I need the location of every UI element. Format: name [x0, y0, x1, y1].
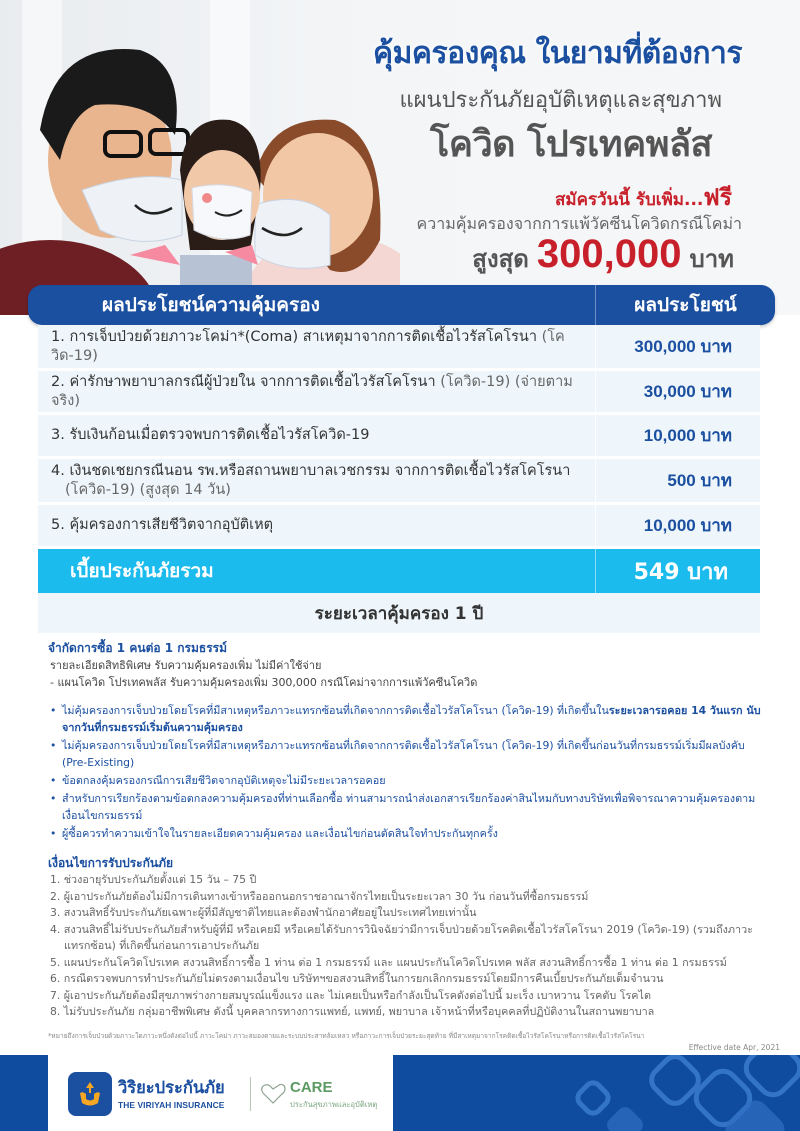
benefit-value: 500 บาท — [667, 471, 732, 490]
care-title: CARE — [290, 1079, 333, 1096]
exclusions-list — [48, 702, 773, 843]
list-item: 2. ผู้เอาประกันภัยต้องไม่มีการเดินทางเข้าหรือออกนอกราชอาณาจักรไทยเป็นระยะเวลา 30 วัน ก่อนวันที่ซื้อกรมธรรม์ — [50, 889, 589, 903]
conditions-title: เงื่อนไขการรับประกันภัย — [48, 856, 174, 870]
brand-name-th: วิริยะประกันภัย — [118, 1078, 225, 1097]
list-item: 5. แผนประกันโควิดโปรเทค สงวนสิทธิ์การซื้อ 1 ท่าน ต่อ 1 กรมธรรม์ และ แผนประกันโควิดโปรเทค พลัส สงวนสิทธิ์การซื้อ 1 ท่าน ต่อ 1 กรมธรรม์ — [50, 955, 727, 969]
list-item: 1. ช่วงอายุรับประกันภัยตั้งแต่ 15 วัน – 75 ปี — [50, 873, 257, 886]
list-item: • ไม่คุ้มครองการเจ็บป่วยโดยโรคที่มีสาเหตุหรือภาวะแทรกซ้อนที่เกิดจากการติดเชื้อไวรัสโคโรนา (โควิด-19) ที่เกิดขึ้นในระยะเวลารอคอย 14 วันแรก นับจากวันที่กรมธรรม์เริ่มต้นความคุ้มครอง — [48, 702, 773, 736]
promo-callout — [555, 180, 732, 216]
benefit-label: 4. เงินชดเชยกรณีนอน รพ.หรือสถานพยาบาลเวชกรรม จากการติดเชื้อไวรัสโคโรนา (โควิด-19) (สูงสุด 14 วัน) — [38, 459, 596, 502]
special-item: - แผนโควิด โปรเทคพลัส รับความคุ้มครองเพิ่ม 300,000 กรณีโคม่าจากการแพ้วัคซีนโควิด — [50, 676, 478, 689]
benefit-table — [38, 325, 760, 633]
special-privilege — [50, 657, 477, 691]
promo-amount: 300,000 — [536, 232, 682, 276]
list-item: • ผู้ซื้อควรทำความเข้าใจในรายละเอียดความคุ้มครอง และเงื่อนไขก่อนตัดสินใจทำประกันทุกครั้ง — [48, 825, 773, 842]
header-benefit: ผลประโยชน์ความคุ้มครอง — [28, 285, 596, 325]
list-item: 8. ไม่รับประกันภัย กลุ่มอาชีพพิเศษ ดังนี้ บุคคลากรทางการแพทย์, แพทย์, พยาบาล เจ้าหน้าที่หรือบุคคลที่ปฏิบัติงานในสถานพยาบาล — [50, 1005, 655, 1018]
premium-row — [38, 549, 760, 593]
logo-divider — [250, 1077, 251, 1111]
list-item: 6. กรณีตรวจพบการทำประกันภัยไม่ตรงตามเงื่อนไข บริษัทฯขอสงวนสิทธิ์ในการยกเลิกกรมธรรม์โดยมีการคืนเบี้ยประกันภัยเต็มจำนวน — [50, 972, 664, 985]
family-photo — [0, 20, 400, 315]
promo-max-label: สูงสุด — [472, 245, 529, 273]
list-item: • ไม่คุ้มครองการเจ็บป่วยโดยโรคที่มีสาเหตุหรือภาวะแทรกซ้อนที่เกิดจากการติดเชื้อไวรัสโคโรนา (โควิด-19) ที่เกิดขึ้นก่อนวันที่กรมธรรม์เริ่มมีผลบังคับ (Pre-Existing) — [48, 737, 773, 771]
promo-text: สมัครวันนี้ รับเพิ่ม... — [555, 190, 704, 210]
promo-description: ความคุ้มครองจากการแพ้วัคซีนโควิดกรณีโคม่า — [416, 214, 742, 233]
special-title: รายละเอียดสิทธิพิเศษ รับความคุ้มครองเพิ่ม ไม่มีค่าใช้จ่าย — [50, 659, 322, 672]
coverage-period: ระยะเวลาคุ้มครอง 1 ปี — [38, 593, 760, 633]
benefit-label: 3. รับเงินก้อนเมื่อตรวจพบการติดเชื้อไวรัสโควิด-19 — [38, 415, 596, 456]
list-item: 7. ผู้เอาประกันภัยต้องมีสุขภาพร่างกายสมบูรณ์แข็งแรง และ ไม่เคยเป็นหรือกำลังเป็นโรคดังต่อไปนี้ มะเร็ง เบาหวาน โรคตับ โรคไต — [50, 988, 651, 1002]
list-item: 4. สงวนสิทธิ์ไม่รับประกันภัยสำหรับผู้ที่มี หรือเคยมี หรือเคยได้รับการวินิจฉัยว่ามีการเจ็บป่วยด้วยโรคติดเชื้อไวรัสโคโรนา 2019 (โควิด-19) (รวมถึงภาวะแทรกซ้อน) ที่เกิดขึ้นก่อนการเอาประกันภัย — [50, 922, 753, 952]
table-row — [38, 325, 760, 371]
table-row — [38, 415, 760, 459]
table-row — [38, 505, 760, 549]
table-row — [38, 459, 760, 505]
list-item: 3. สงวนสิทธิ์รับประกันภัยเฉพาะผู้ที่มีสัญชาติไทยและต้องพำนักอาศัยอยู่ในประเทศไทยเท่านั้น — [50, 906, 477, 919]
benefit-value: 10,000 บาท — [643, 516, 732, 535]
benefit-value: 10,000 บาท — [643, 426, 732, 445]
benefit-table-header — [28, 285, 775, 325]
headline: คุ้มครองคุณ ในยามที่ต้องการ — [373, 36, 742, 71]
conditions-list — [50, 872, 775, 1021]
purchase-limit: จำกัดการซื้อ 1 คนต่อ 1 กรมธรรม์ — [48, 641, 228, 655]
table-row — [38, 371, 760, 415]
premium-value: 549 บาท — [633, 559, 728, 585]
premium-label: เบี้ยประกันภัยรวม — [38, 549, 596, 593]
hero-banner — [0, 0, 800, 315]
list-item: • ข้อตกลงคุ้มครองกรณีการเสียชีวิตจากอุบัติเหตุจะไม่มีระยะเวลารอคอย — [48, 772, 773, 789]
promo-amount-line — [472, 232, 734, 278]
promo-free: ฟรี — [703, 185, 732, 211]
plan-category: แผนประกันภัยอุบัติเหตุและสุขภาพ — [399, 88, 722, 113]
brand-name-en: THE VIRIYAH INSURANCE — [118, 1100, 225, 1110]
brand-logo-panel — [48, 1055, 393, 1131]
promo-unit: บาท — [689, 245, 734, 273]
heart-capsule-icon — [260, 1083, 286, 1105]
benefit-label: 5. คุ้มครองการเสียชีวิตจากอุบัติเหตุ — [38, 505, 596, 546]
benefit-label: 1. การเจ็บป่วยด้วยภาวะโคม่า*(Coma) สาเหตุมาจากการติดเชื้อไวรัสโคโรนา (โควิด-19) — [38, 325, 596, 368]
header-value: ผลประโยชน์ — [634, 294, 737, 316]
benefit-label: 2. ค่ารักษาพยาบาลกรณีผู้ป่วยใน จากการติดเชื้อไวรัสโคโรนา (โควิด-19) (จ่ายตามจริง) — [38, 371, 596, 412]
effective-date: Effective date Apr, 2021 — [688, 1043, 780, 1052]
care-subtitle: ประกันสุขภาพและอุบัติเหตุ — [290, 1100, 378, 1109]
product-name: โควิด โปรเทคพลัส — [430, 124, 712, 165]
floral-pattern-icon — [460, 1055, 800, 1131]
benefit-value: 30,000 บาท — [643, 382, 732, 401]
benefit-value: 300,000 บาท — [634, 337, 732, 356]
list-item: • สำหรับการเรียกร้องตามข้อตกลงความคุ้มครองที่ท่านเลือกซื้อ ท่านสามารถนำส่งเอกสารเรียกร้องค่าสินไหมกับทางบริษัทเพื่อพิจารณาความคุ้มครองตามเงื่อนไขกรมธรรม์ — [48, 790, 773, 824]
viriyah-logo-icon — [68, 1072, 112, 1116]
footnote: *หมายถึงการเจ็บป่วยด้วยภาวะใดภาวะหนึ่งดังต่อไปนี้ ภาวะโคม่า ภาวะสมองตายและระบบประสาทล้มเหลว หรือภาวะการเจ็บป่วยระยะสุดท้าย ที่มีสาเหตุมาจากโรคติดเชื้อไวรัสโคโรนาหรือการติดเชื้อไวรัสโคโรนา — [48, 1032, 645, 1040]
